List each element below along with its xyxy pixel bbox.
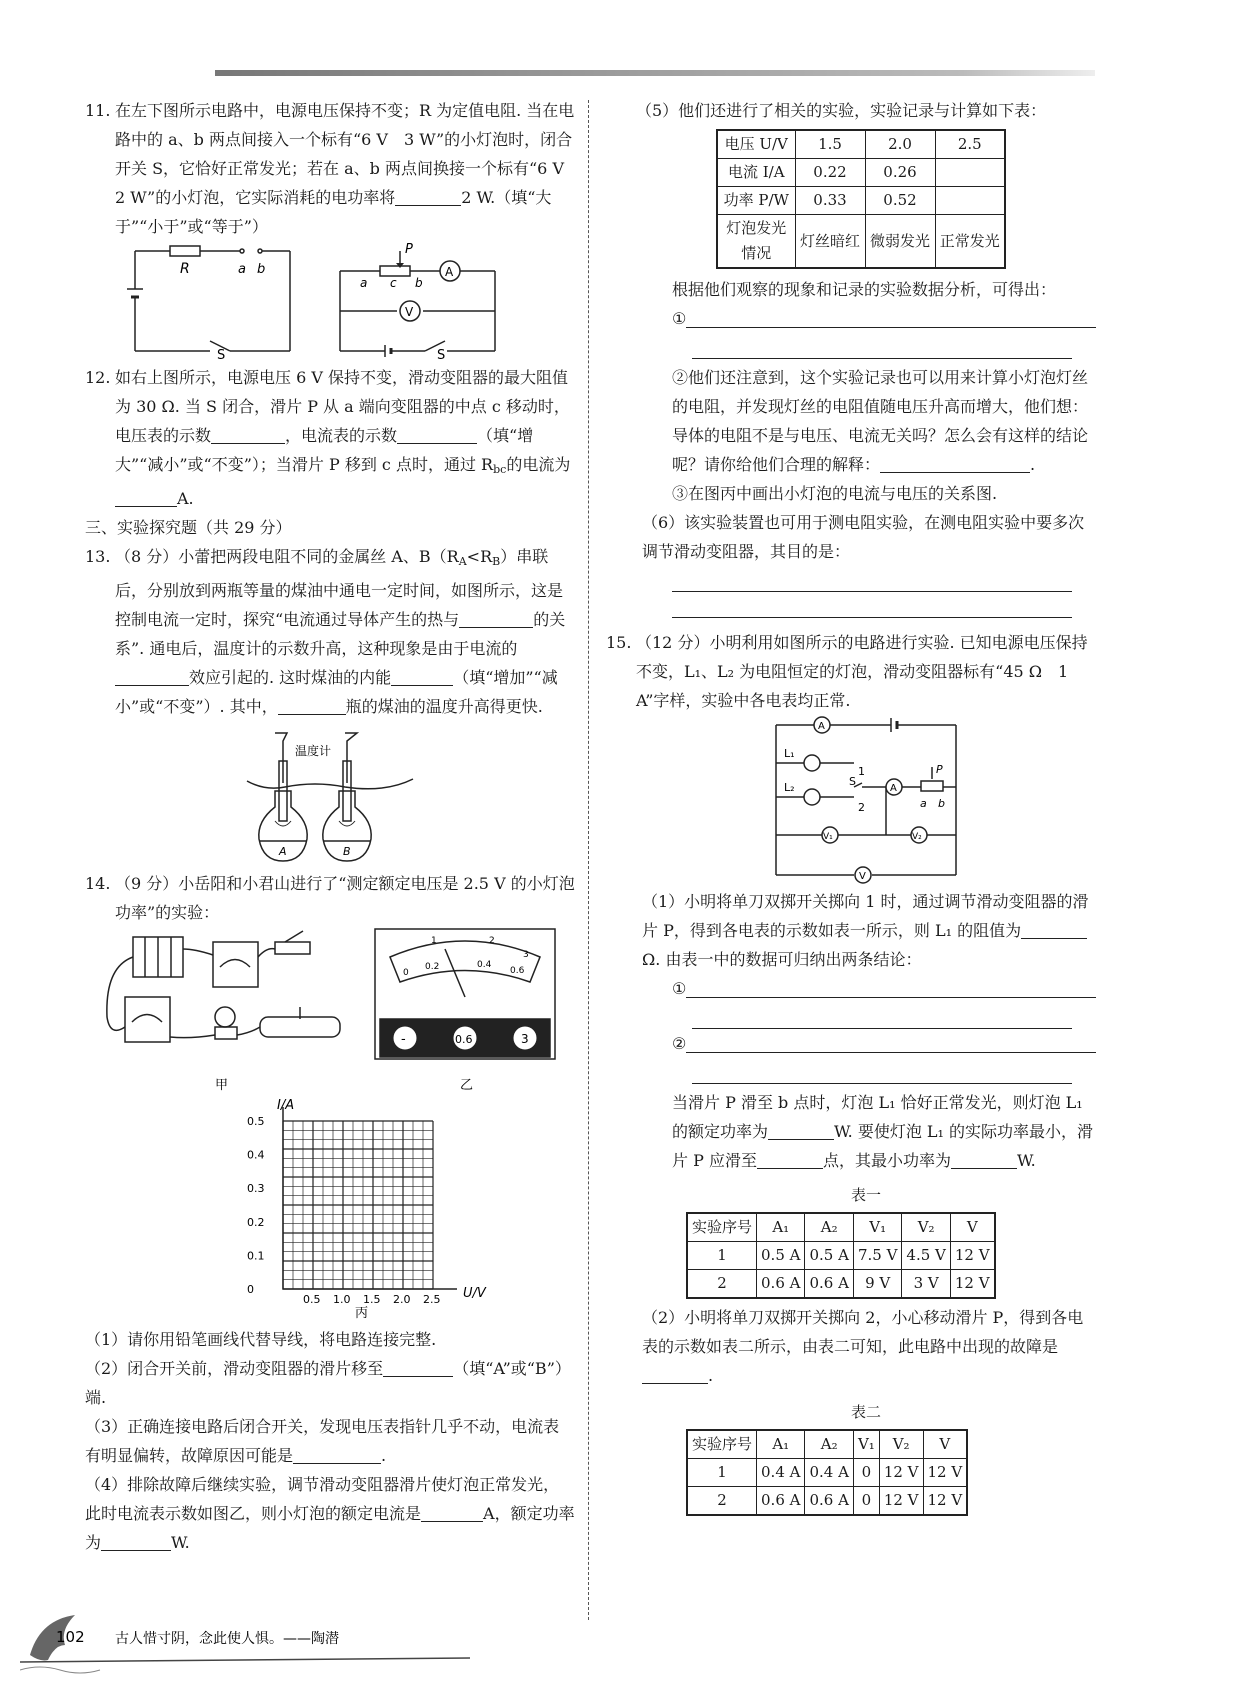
label-c: c [390,276,397,290]
table-cell: 0.5 A [805,1242,853,1270]
thermometer-label: 温度计 [295,744,332,758]
flask-apparatus-illustration [245,721,415,869]
table-cell: 3 V [902,1270,950,1299]
answer-line[interactable] [686,1029,1096,1053]
table-cell: 0.6 A [757,1487,805,1516]
page-footer [20,1600,480,1680]
answer-blank[interactable] [397,424,477,444]
x-tick-label: 0.5 [303,1293,321,1306]
table-cell: V₂ [879,1430,923,1459]
q11-circuit-figures [125,241,575,361]
table-cell: A₂ [805,1213,853,1242]
table-cell: 12 V [879,1459,923,1487]
scale-label: 3 [523,950,529,960]
table-cell: 12 V [923,1487,967,1516]
answer-line[interactable] [692,1003,1072,1029]
answer-blank[interactable] [383,1357,453,1377]
q14-part4 [85,1470,575,1557]
question-text: W. [1016,1151,1036,1170]
question-text: . [381,1446,387,1465]
question-number: 14. [85,874,111,893]
iu-grid-graph [245,1097,495,1325]
table-cell: 灯泡发光情况 [717,215,795,269]
label-P: P [936,763,943,776]
question-text: W. 要使灯泡 L₁ 的实际功率最小，滑片 P 应滑至 [672,1122,1094,1170]
q14-apparatus-figures [85,927,575,1097]
conclusion-3: ③在图丙中画出小灯泡的电流与电压的关系图. [672,484,998,503]
y-tick-label: 0 [247,1283,254,1296]
x-axis-label: U/V [463,1286,486,1301]
figure-label-jia: 甲 [215,1078,229,1093]
flask-A-label: A [279,845,287,858]
circle-number: ② [672,1034,687,1053]
ammeter-A1-label: A [890,783,897,794]
table-cell: 0.52 [865,187,935,215]
switch-pos-1: 1 [858,765,865,778]
answer-blank[interactable] [115,487,177,507]
right-column [606,96,1096,1516]
answer-line[interactable] [686,974,1096,998]
q14-part6: （6）该实验装置也可用于测电阻实验，在测电阻实验中要多次调节滑动变阻器，其目的是： [642,513,1085,561]
answer-blank[interactable] [211,424,285,444]
question-text: 2 W.（填“大于”“小于”或“等于”） [115,188,552,236]
table-cell: 0.26 [865,159,935,187]
question-12 [85,363,575,513]
question-text: 瓶的煤油的温度升高得更快. [345,697,543,716]
table-cell: 0.4 A [805,1459,853,1487]
question-text: （1）小明将单刀双掷开关掷向 1 时，通过调节滑动变阻器的滑片 P，得到各电表的示数如表一所示，则 L₁ 的阻值为 [642,892,1089,940]
table-cell: 0 [853,1459,879,1487]
question-text: （9 分）小岳阳和小君山进行了“测定额定电压是 2.5 V 的小灯泡功率”的实验： [115,874,575,922]
question-text: 的电流为 [506,455,571,474]
label-b: b [938,797,945,810]
terminal-0.6: 0.6 [455,1033,473,1046]
table-cell: 0.6 A [757,1270,805,1299]
table-cell: 0.4 A [757,1459,805,1487]
conclusion-1 [636,304,1096,333]
question-text: W. [171,1533,190,1552]
lamp-L1-label: L₁ [784,747,795,760]
question-text: 当滑片 P 滑至 b 点时，灯泡 L₁ 恰好正常发光，则灯泡 L₁ 的额定功率为 [672,1093,1083,1141]
q14-part5: （5）他们还进行了相关的实验，实验记录与计算如下表： [636,101,1047,120]
question-text: . [708,1366,714,1385]
question-text: （2）小明将单刀双掷开关掷向 2，小心移动滑片 P，得到各电表的示数如表二所示，由表二可知，此电路中出现的故障是 [642,1308,1084,1356]
switch-pos-2: 2 [858,801,865,814]
answer-line[interactable] [672,592,1072,618]
table-cell: 12 V [923,1459,967,1487]
table-cell: 12 V [950,1242,994,1270]
table-cell: 微弱发光 [865,215,935,269]
x-tick-label: 1.0 [333,1293,351,1306]
table1-title: 表一 [850,1186,881,1204]
question-number: 13. [85,547,111,566]
table-cell: V₁ [853,1213,901,1242]
header-rule [215,70,1095,76]
table-row [687,1213,995,1242]
question-15 [606,628,1096,715]
table-cell: 7.5 V [853,1242,901,1270]
question-text: A，额定功率为 [85,1504,575,1552]
table-cell: A₁ [757,1430,805,1459]
q14-part2 [85,1354,575,1412]
question-number: 11. [85,101,111,120]
question-text: （填“增大”“减小”或“不变”）；当滑片 P 移到 c 点时，通过 R [115,426,534,474]
ammeter-A2-label: A [818,721,825,732]
label-b: b [257,262,266,277]
axes [283,1107,457,1289]
q14-part1 [85,1325,575,1354]
table-cell: 正常发光 [935,215,1005,269]
question-text: 如右上图所示，电源电压 6 V 保持不变，滑动变阻器的最大阻值为 30 Ω. 当 S 闭合，滑片 P 从 a 端向变阻器的中点 c 移动时，电压表的示数 [115,368,570,445]
q15-part1-cont [636,1088,1096,1175]
table-cell: A₂ [805,1430,853,1459]
q15-conclusion-1 [636,974,1096,1003]
label-R: R [180,261,190,277]
table-cell: 12 V [950,1270,994,1299]
q14-part3 [85,1412,575,1470]
question-text: 的关系”. 通电后，温度计的示数升高，这种现象是由于电流的 [115,610,566,658]
question-text: ②他们还注意到，这个实验记录也可以用来计算小灯泡灯丝的电阻，并发现灯丝的电阻值随电压升高而增大，他们想：导体的电阻不是与电压、电流无关吗？怎么会有这样的结论呢？请你给他们合理的解释： [672,368,1089,474]
flask-B-label: B [343,845,351,858]
ammeter-label: A [445,265,454,279]
q15-part2 [636,1303,1096,1390]
table-cell: 12 V [879,1487,923,1516]
question-number: 12. [85,368,111,387]
left-column [85,96,581,1557]
answer-blank[interactable] [459,608,533,628]
question-text: Ω. 由表一中的数据可归纳出两条结论： [642,950,922,969]
footer-quote: 古人惜寸阴，念此使人惧。——陶潜 [115,1631,339,1647]
subscript: B [492,555,501,568]
answer-blank[interactable] [880,453,1030,473]
scale-label: 0.6 [510,966,525,976]
table-cell: 0.6 A [805,1487,853,1516]
voltmeter-V1-label: V₁ [823,832,833,842]
q13-flask-figure [85,721,575,869]
section-heading: 三、实验探究题（共 29 分） [85,518,292,537]
voltmeter-label: V [405,305,414,319]
table-cell [935,159,1005,187]
label-S: S [217,348,226,361]
subscript: bc [493,463,507,476]
question-number: 15. [606,633,632,652]
column-divider [588,100,589,1620]
table-cell: 9 V [853,1270,901,1299]
question-text: ，电流表的示数 [285,426,398,445]
answer-blank[interactable] [115,666,189,686]
question-text: （1）请你用铅笔画线代替导线，将电路连接完整. [85,1330,437,1349]
scale-label: 1 [431,936,437,946]
q14-analysis-prompt: 根据他们观察的现象和记录的实验数据分析，可得出： [672,280,1057,299]
question-11 [85,96,581,241]
switch-S-label: S [849,775,856,788]
table-row [717,215,1005,269]
table-cell: 灯丝暗红 [795,215,865,269]
table-cell: 0.5 A [757,1242,805,1270]
x-tick-label: 1.5 [363,1293,381,1306]
question-text: （填“增加”“减小”或“不变”）. 其中， [115,668,558,716]
question-text: （2）闭合开关前，滑动变阻器的滑片移至 [85,1359,384,1378]
table-row [687,1487,967,1516]
table-cell: 2 [687,1487,757,1516]
table-cell: 实验序号 [687,1213,757,1242]
circle-number: ① [672,309,687,328]
figure-label-yi: 乙 [460,1078,474,1093]
lamp-L2-label: L₂ [784,781,795,794]
y-tick-label: 0.4 [247,1148,265,1162]
x-tick-label: 2.0 [393,1293,411,1306]
table-row [717,130,1005,159]
subscript: A [458,555,467,568]
question-text: <R [466,547,493,566]
y-tick-label: 0.5 [247,1115,265,1128]
question-text: （填“A”或“B”）端. [85,1359,571,1407]
terminal-minus: - [401,1032,406,1047]
table-row [717,187,1005,215]
label-b2: b [415,276,423,290]
answer-blank[interactable] [293,1444,381,1464]
answer-blank[interactable] [1021,919,1087,939]
circuit-diagram [766,715,966,887]
label-P: P [405,242,413,257]
table-cell: 0.33 [795,187,865,215]
table-cell: A₁ [757,1213,805,1242]
table-cell: 1 [687,1242,757,1270]
table-row [687,1459,967,1487]
table-2 [686,1429,968,1516]
label-a2: a [360,276,368,290]
answer-line[interactable] [692,1058,1072,1084]
label-a: a [920,797,927,810]
figure-label-bing: 丙 [355,1306,369,1321]
terminal-3: 3 [521,1032,529,1046]
apparatus-illustration [85,927,575,1097]
question-14 [85,869,575,927]
question-text: A. [177,489,194,508]
scale-label: 0 [403,968,409,978]
table-cell: V [950,1213,994,1242]
y-tick-label: 0.3 [247,1182,265,1196]
circuit-diagram [125,241,565,361]
table-cell: 2.0 [865,130,935,159]
question-text: （12 分）小明利用如图所示的电路进行实验. 已知电源电压保持不变，L₁、L₂ 为电阻恒定的灯泡，滑动变阻器标有“45 Ω 1 A”字样，实验中各电表均正常. [636,633,1088,710]
question-text: ）串联后，分别放到两瓶等量的煤油中通电一定时间，如图所示，这是控制电流一定时，探究“电流通过导体产生的热与 [115,547,564,629]
question-text: 点，其最小功率为 [822,1151,951,1170]
table-row [687,1430,967,1459]
y-tick-label: 0.1 [247,1249,265,1263]
table-cell: 实验序号 [687,1430,757,1459]
table-row [687,1242,995,1270]
table-cell: V₁ [853,1430,879,1459]
q15-circuit [766,715,1096,887]
table-cell: 0 [853,1487,879,1516]
table-cell: 功率 P/W [717,187,795,215]
table-row [717,159,1005,187]
q15-part1 [636,887,1096,974]
table-cell: 电压 U/V [717,130,795,159]
x-tick-label: 2.5 [423,1293,441,1306]
dolphin-logo [20,1600,480,1680]
table-cell: 1.5 [795,130,865,159]
q14-graph-bing [245,1097,575,1325]
q15-conclusion-2 [636,1029,1096,1058]
question-text: （4）排除故障后继续实验，调节滑动变阻器滑片使灯泡正常发光，此时电流表示数如图乙，则小灯泡的额定电流是 [85,1475,560,1523]
answer-line[interactable] [686,304,1096,328]
y-tick-label: 0.2 [247,1215,265,1229]
answer-line[interactable] [692,333,1072,359]
answer-line[interactable] [672,566,1072,592]
table-1 [686,1212,996,1299]
answer-blank[interactable] [101,1531,171,1551]
voltmeter-V2-label: V₂ [912,832,922,842]
label-a: a [238,262,246,277]
table2-title: 表二 [850,1403,881,1421]
answer-blank[interactable] [757,1149,823,1169]
circle-number: ① [672,979,687,998]
scale-label: 2 [489,936,495,946]
answer-blank[interactable] [391,666,453,686]
scale-label: 0.2 [425,962,440,972]
table-cell [935,187,1005,215]
question-text: （8 分）小蕾把两段电阻不同的金属丝 A、B（R [115,547,459,566]
table-cell: V [923,1430,967,1459]
question-text: 在左下图所示电路中，电源电压保持不变；R 为定值电阻. 当在电路中的 a、b 两点间接入一个标有“6 V 3 W”的小灯泡时，闭合开关 S，它恰好正常发光；若在 a、b 两点间换接一个标有“6 V 2 W”的小灯泡，它实际消耗的电功率将 [115,101,581,207]
table-cell: 2.5 [935,130,1005,159]
label-S2: S [437,348,446,361]
table-cell: 4.5 V [902,1242,950,1270]
answer-blank[interactable] [951,1149,1017,1169]
answer-blank[interactable] [421,1502,483,1522]
answer-blank[interactable] [395,186,461,206]
answer-blank[interactable] [768,1120,834,1140]
answer-blank[interactable] [278,695,346,715]
scale-label: 0.4 [477,960,492,970]
table-cell: V₂ [902,1213,950,1242]
table-cell: 电流 I/A [717,159,795,187]
q14-data-table [716,129,1006,269]
table-cell: 1 [687,1459,757,1487]
page-number: 102 [56,1628,85,1646]
table-cell: 0.22 [795,159,865,187]
y-axis-label: I/A [277,1098,295,1113]
table-cell: 2 [687,1270,757,1299]
table-row [687,1270,995,1299]
question-text: （3）正确连接电路后闭合开关，发现电压表指针几乎不动，电流表有明显偏转，故障原因可能是 [85,1417,560,1465]
conclusion-2: ②他们还注意到，这个实验记录也可以用来计算小灯泡灯丝的电阻，并发现灯丝的电阻值随电压升高而增大，他们想：导体的电阻不是与电压、电流无关吗？怎么会有这样的结论呢？请你给他们合理的解释： . [672,368,1089,474]
question-text: 效应引起的. 这时煤油的内能 [189,668,392,687]
answer-blank[interactable] [642,1364,708,1384]
question-13 [85,542,575,721]
voltmeter-V-label: V [859,871,866,882]
table-cell: 0.6 A [805,1270,853,1299]
